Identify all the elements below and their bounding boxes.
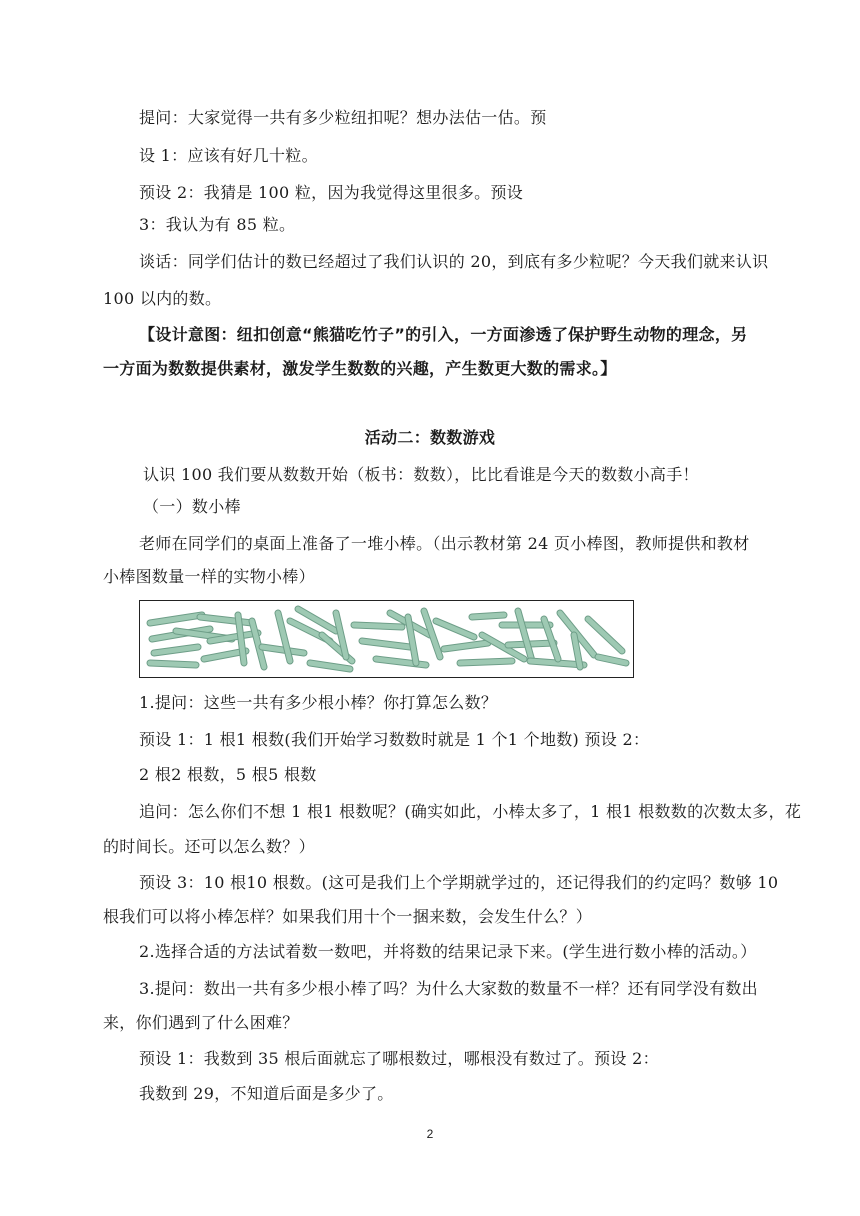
paragraph: 认识 100 我们要从数数开始（板书：数数），比比看谁是今天的数数小高手！ [143,465,699,484]
stick-fill [460,661,512,663]
stick-fill [262,647,304,653]
stick-fill [436,621,474,637]
design-intent: 一方面为数数提供素材，激发学生数数的兴趣，产生数更大数的需求。】 [103,359,617,378]
question: 1.提问：这些一共有多少根小棒？你打算怎么数？ [139,693,498,712]
stick-fill [354,625,402,627]
paragraph: 预设 1：1 根1 根数(我们开始学习数数时就是 1 个1 个地数) 预设 2： [139,730,650,749]
stick-fill [444,643,488,649]
question: 3.提问：数出一共有多少根小棒了吗？为什么大家数的数量不一样？还有同学没有数出 [139,979,758,998]
paragraph: 谈话：同学们估计的数已经超过了我们认识的 20，到底有多少粒呢？今天我们就来认识 [139,252,769,271]
paragraph: 100 以内的数。 [103,289,222,308]
paragraph: 设 1：应该有好几十粒。 [139,146,318,165]
section-title: 活动二：数数游戏 [364,428,496,447]
paragraph: 我数到 29，不知道后面是多少了。 [139,1084,394,1103]
stick-fill [598,657,626,663]
design-intent: 【设计意图：纽扣创意“熊猫吃竹子”的引入，一方面渗透了保护野生动物的理念，另 [139,325,748,344]
sticks-illustration [140,601,632,676]
stick-fill [362,641,410,647]
stick-fill [310,663,350,669]
scattered-sticks-image [139,600,634,678]
stick-fill [154,647,198,653]
paragraph: 预设 1：我数到 35 根后面就忘了哪根数过，哪根没有数过了。预设 2： [139,1049,659,1068]
question: 2.选择合适的方法试着数一数吧，并将数的结果记录下来。(学生进行数小棒的活动。） [139,942,757,961]
paragraph: 追问：怎么你们不想 1 根1 根数呢？(确实如此，小棒太多了，1 根1 根数数的次数太多，花 [139,802,802,821]
paragraph: 预设 2：我猜是 100 粒，因为我觉得这里很多。预设 [139,183,524,202]
paragraph: 小棒图数量一样的实物小棒） [103,567,315,586]
paragraph: 来，你们遇到了什么困难？ [103,1013,299,1032]
stick-fill [588,619,622,651]
paragraph: 预设 3：10 根10 根数。(这可是我们上个学期就学过的，还记得我们的约定吗？数够 10 [139,873,779,892]
paragraph: 3：我认为有 85 粒。 [139,215,296,234]
page-number: 2 [426,1127,434,1141]
paragraph: 的时间长。还可以怎么数？） [103,837,315,856]
paragraph: 2 根2 根数，5 根5 根数 [139,765,317,784]
paragraph: 根我们可以将小棒怎样？如果我们用十个一捆来数，会发生什么？） [103,907,593,926]
paragraph: 老师在同学们的桌面上准备了一堆小棒。（出示教材第 24 页小棒图，教师提供和教材 [139,534,750,553]
stick-fill [150,663,196,665]
paragraph: 提问：大家觉得一共有多少粒纽扣呢？想办法估一估。预 [139,108,547,127]
stick-fill [200,617,252,623]
subsection-title: （一）数小棒 [143,497,241,516]
stick-fill [472,615,504,617]
